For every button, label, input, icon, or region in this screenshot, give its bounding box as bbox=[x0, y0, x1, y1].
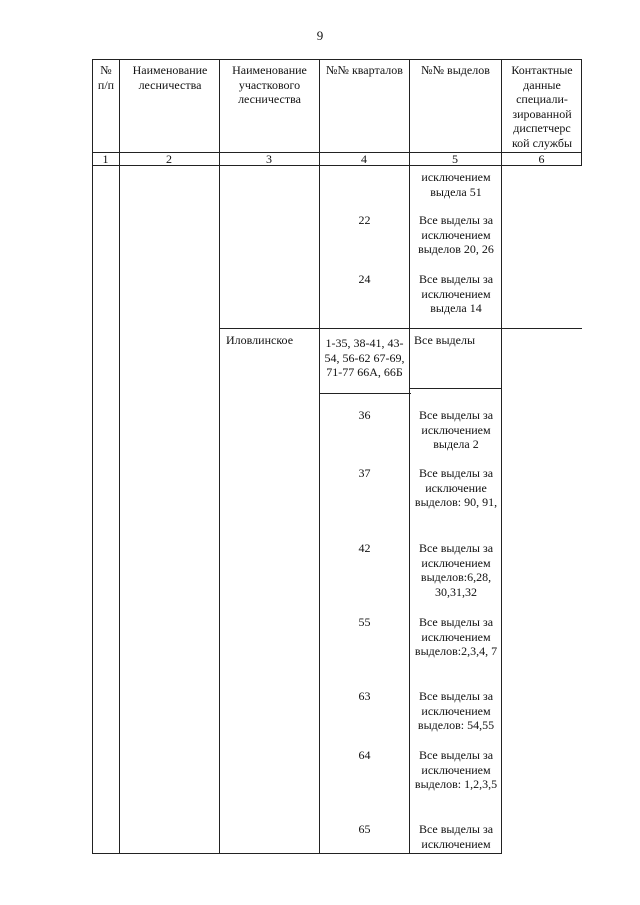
col-number: 2 bbox=[166, 152, 172, 166]
col-border bbox=[92, 59, 93, 854]
allotments-cell: исключением выдела 51 bbox=[421, 170, 491, 199]
district-forestry-cell: Иловлинское bbox=[226, 333, 294, 347]
page-number: 9 bbox=[316, 28, 324, 43]
allotments-cell: Все выделы за исключением выделов: 1,2,3,5 bbox=[414, 748, 498, 791]
allotments-cell: Все выделы bbox=[414, 333, 476, 347]
header-allotments: №№ выделов bbox=[421, 63, 490, 77]
col-border bbox=[501, 59, 502, 854]
quarter-cell: 65 bbox=[358, 822, 371, 836]
allotments-cell: Все выделы за исключением bbox=[418, 822, 494, 851]
quarter-cell: 1-35, 38-41, 43-54, 56-62 67-69, 71-77 66А, 66Б bbox=[324, 336, 405, 379]
allotments-cell: Все выделы за исключением выделов:6,28, 30,31,32 bbox=[418, 541, 494, 599]
allotments-cell: Все выделы за исключение выделов: 90, 91, bbox=[414, 466, 498, 509]
table-top-border bbox=[92, 59, 582, 60]
col-border bbox=[219, 59, 220, 854]
col-number: 6 bbox=[538, 152, 545, 166]
allotments-cell: Все выделы за исключением выделов 20, 26 bbox=[418, 213, 494, 256]
col-border bbox=[581, 59, 582, 166]
row-divider bbox=[219, 328, 582, 329]
quarter-cell: 55 bbox=[358, 615, 371, 629]
allotments-cell: Все выделы за исключением выдела 14 bbox=[418, 272, 494, 315]
allotments-cell: Все выделы за исключением выделов: 54,55 bbox=[417, 689, 495, 732]
col-border bbox=[319, 59, 320, 854]
col-number: 5 bbox=[452, 152, 458, 166]
col-border bbox=[409, 59, 410, 854]
table-bottom-border bbox=[92, 853, 502, 854]
quarter-cell: 42 bbox=[358, 541, 371, 555]
col-number: 1 bbox=[102, 152, 109, 166]
header-quarters: №№ кварталов bbox=[326, 63, 403, 77]
row-divider bbox=[319, 393, 411, 394]
quarter-cell: 63 bbox=[358, 689, 371, 703]
header-forestry: Наименование лесничества bbox=[132, 63, 208, 92]
header-district-forestry: Наименование участкового лесничества bbox=[232, 63, 307, 106]
quarter-cell: 64 bbox=[358, 748, 371, 762]
col-number: 3 bbox=[266, 152, 272, 166]
col-number: 4 bbox=[361, 152, 367, 166]
header-nn: № п/п bbox=[97, 63, 115, 92]
row-divider bbox=[409, 388, 501, 389]
quarter-cell: 37 bbox=[358, 466, 371, 480]
quarter-cell: 22 bbox=[358, 213, 371, 227]
quarter-cell: 36 bbox=[358, 408, 371, 422]
allotments-cell: Все выделы за исключением выделов:2,3,4, 7 bbox=[414, 615, 498, 658]
col-border bbox=[119, 59, 120, 854]
quarter-cell: 24 bbox=[358, 272, 371, 286]
allotments-cell: Все выделы за исключением выдела 2 bbox=[418, 408, 494, 451]
header-contacts: Контактные данные специали-зированной диспетчерс кой службы bbox=[511, 63, 573, 150]
